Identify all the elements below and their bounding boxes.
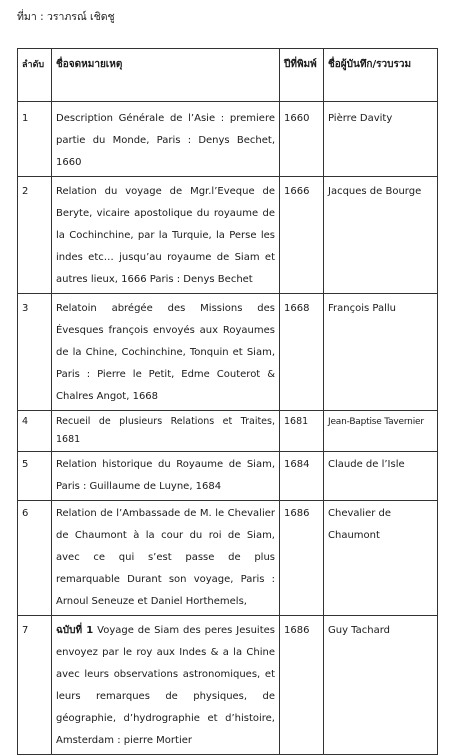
row-author: Chevalier de Chaumont bbox=[324, 501, 438, 616]
row-author: François Pallu bbox=[324, 294, 438, 411]
row-year: 1660 bbox=[280, 102, 324, 177]
row-year: 1684 bbox=[280, 452, 324, 501]
header-no: ลำดับ bbox=[18, 49, 52, 102]
row-no: 7 bbox=[18, 616, 52, 755]
row-year: 1666 bbox=[280, 177, 324, 294]
row-no: 3 bbox=[18, 294, 52, 411]
row-title: Relation du voyage de Mgr.l’Eveque de Beryte, vicaire apostolique du royaume de la Cochinchine, par la Turquie, la Perse les indes etc… jusqu’au royaume de Siam et autres lieux, 1666 Paris : Denys Bechet bbox=[52, 177, 280, 294]
row-year: 1681 bbox=[280, 411, 324, 452]
archive-table bbox=[17, 48, 438, 755]
row-no: 5 bbox=[18, 452, 52, 501]
table-row bbox=[18, 102, 438, 177]
header-title: ชื่อจดหมายเหตุ bbox=[52, 49, 280, 102]
row-title: Relation historique du Royaume de Siam, Paris : Guillaume de Luyne, 1684 bbox=[52, 452, 280, 501]
row-no: 2 bbox=[18, 177, 52, 294]
row-author: Jacques de Bourge bbox=[324, 177, 438, 294]
edition-label: ฉบับที่ 1 bbox=[56, 625, 94, 636]
row-year: 1686 bbox=[280, 616, 324, 755]
row-no: 6 bbox=[18, 501, 52, 616]
row-author: Jean-Baptise Tavernier bbox=[324, 411, 438, 452]
table-row bbox=[18, 411, 438, 452]
table-header-row bbox=[18, 49, 438, 102]
header-author: ชื่อผู้บันทึก/รวบรวม bbox=[324, 49, 438, 102]
row-author: Claude de l’Isle bbox=[324, 452, 438, 501]
row-year: 1668 bbox=[280, 294, 324, 411]
source-line: ที่มา : วราภรณ์ เชิดชู bbox=[17, 11, 115, 23]
table-row bbox=[18, 294, 438, 411]
row-year: 1686 bbox=[280, 501, 324, 616]
header-year: ปีที่พิมพ์ bbox=[280, 49, 324, 102]
row-no: 1 bbox=[18, 102, 52, 177]
row-author: Pièrre Davity bbox=[324, 102, 438, 177]
row-title: Recueil de plusieurs Relations et Traites, 1681 bbox=[52, 411, 280, 452]
row-author: Guy Tachard bbox=[324, 616, 438, 755]
table-row bbox=[18, 616, 438, 755]
row-title: Description Générale de l’Asie : premiere partie du Monde, Paris : Denys Bechet, 1660 bbox=[52, 102, 280, 177]
row-title-cell bbox=[52, 616, 280, 755]
row-title: Relation de l’Ambassade de M. le Chevalier de Chaumont à la cour du roi de Siam, avec ce qui s’est passe de plus remarquable Durant son voyage, Paris : Arnoul Seneuze et Daniel Horthemels, bbox=[52, 501, 280, 616]
table-row bbox=[18, 177, 438, 294]
row-title: Relatoin abrégée des Missions des Évesques françois envoyés aux Royaumes de la Chine, Cochinchine, Tonquin et Siam, Paris : Pierre le Petit, Edme Couterot & Chalres Angot, 1668 bbox=[52, 294, 280, 411]
table-row bbox=[18, 452, 438, 501]
table-row bbox=[18, 501, 438, 616]
row-title: Voyage de Siam des peres Jesuites envoyez par le roy aux Indes & a la Chine avec leurs observations astronomiques, et leurs remarques de physiques, de géographie, d’hydrographie et d’histoire, Amsterdam : pierre Mortier bbox=[56, 625, 275, 746]
row-no: 4 bbox=[18, 411, 52, 452]
